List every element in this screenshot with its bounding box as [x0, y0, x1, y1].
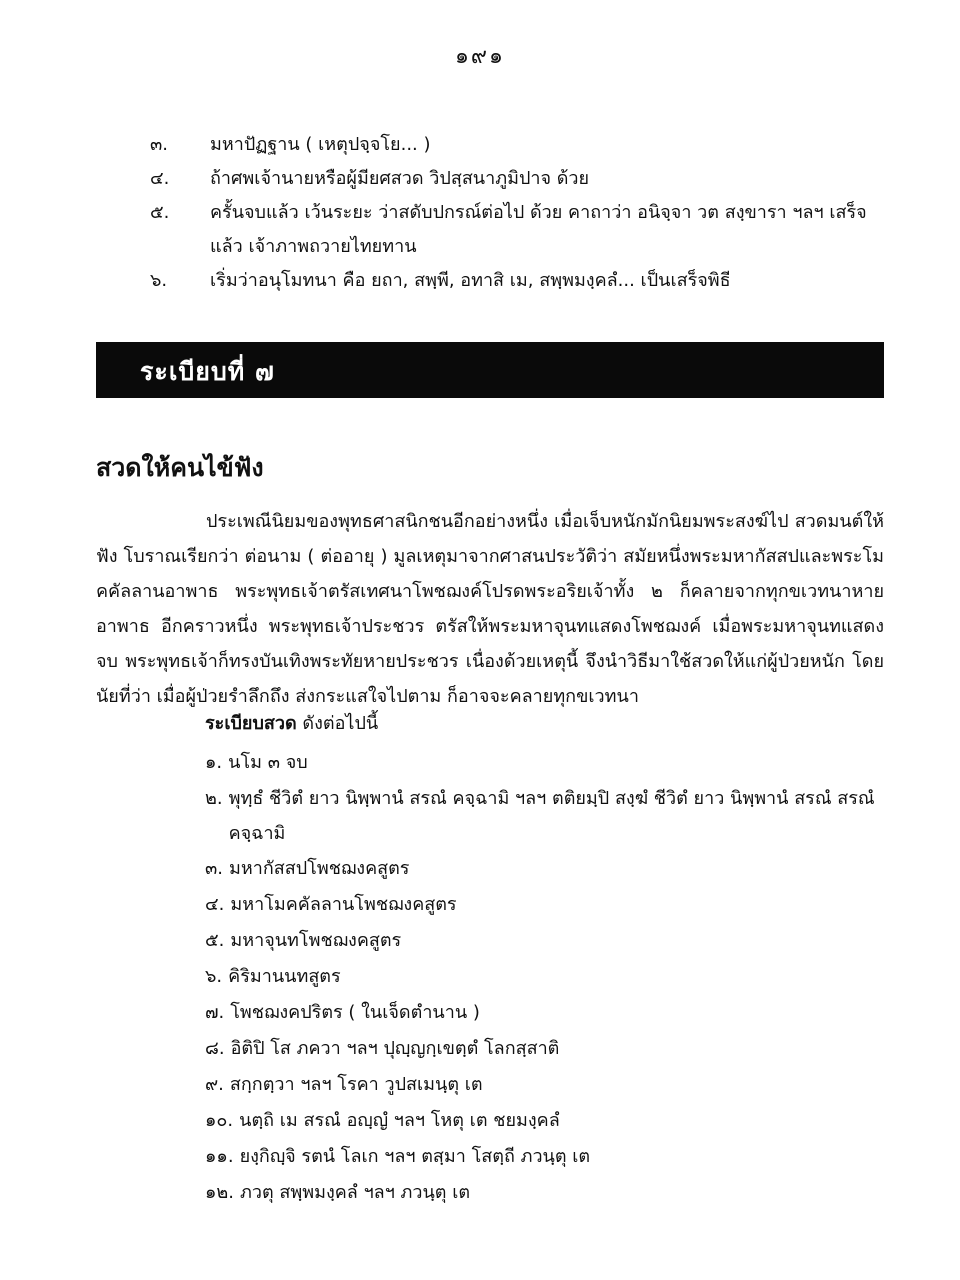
list-item-number: ๔. — [205, 894, 225, 915]
list-item-number: ๔. — [150, 168, 170, 189]
list-item — [205, 1103, 885, 1139]
list-item — [205, 959, 885, 995]
list-item-text: พุทฺธํ ชีวิตํ ยาว นิพฺพานํ สรณํ คจฺฉามิ ฯลฯ ตติยมฺปิ สงฺฆํ ชีวิตํ ยาว นิพฺพานํ สรณํ สรณํ คจฺฉามิ — [228, 788, 875, 844]
list-item — [205, 1139, 885, 1175]
list-item-number: ๕. — [150, 202, 170, 223]
list-item-number: ๙. — [205, 1074, 224, 1095]
list-item-number: ๕. — [205, 930, 225, 951]
list-item-number: ๓. — [150, 134, 169, 155]
list-item-number: ๑๑. — [205, 1146, 234, 1167]
list-item-number: ๓. — [205, 858, 224, 879]
list-item — [205, 745, 885, 781]
list-item-text: ครั้นจบแล้ว เว้นระยะ ว่าสดับปกรณ์ต่อไป ด้วย คาถาว่า อนิจฺจา วต สงฺขารา ฯลฯ เสร็จแล้ว เจ้าภาพถวายไทยทาน — [210, 202, 867, 257]
list-item — [205, 1031, 885, 1067]
ceremony-steps-list — [150, 128, 890, 298]
list-item-number: ๖. — [205, 966, 223, 987]
list-item — [205, 923, 885, 959]
section-heading-text: ระเบียบที่ ๗ — [140, 357, 275, 386]
section-heading-bar — [96, 342, 884, 398]
list-item-number: ๑๒. — [205, 1182, 235, 1203]
list-item-text: นโม ๓ จบ — [228, 752, 308, 773]
method-label — [205, 708, 378, 737]
list-item-text: มหาจุนทโพชฌงคสูตร — [230, 930, 402, 951]
list-item-number: ๑๐. — [205, 1110, 234, 1131]
page-number: ๑๙๑ — [454, 44, 506, 69]
list-item — [205, 781, 885, 851]
list-item-text: ยงฺกิญฺจิ รตนํ โลเก ฯลฯ ตสฺมา โสตฺถี ภวนฺตุ เต — [239, 1146, 591, 1167]
list-item — [205, 887, 885, 923]
list-item-text: คิริมานนทสูตร — [228, 966, 341, 987]
list-item — [205, 995, 885, 1031]
list-item — [205, 851, 885, 887]
body-paragraph: ประเพณีนิยมของพุทธศาสนิกชนอีกอย่างหนึ่ง เมื่อเจ็บหนักมักนิยมพระสงฆ์ไป สวดมนต์ให้ฟัง โบราณเรียกว่า ต่อนาม ( ต่ออายุ ) มูลเหตุมาจากศาสนประวัติว่า สมัยหนึ่งพระมหากัสสปและพระโมคคัลลานอาพาธ พระพุทธเจ้าตรัสเทศนาโพชฌงค์โปรดพระอริยเจ้าทั้ง ๒ ก็คลายจากทุกขเวทนาหายอาพาธ อีกคราวหนึ่ง พระพุทธเจ้าประชวร ตรัสให้พระมหาจุนทแสดงโพชฌงค์ เมื่อพระมหาจุนทแสดงจบ พระพุทธเจ้าก็ทรงบันเทิงพระทัยหายประชวร เนื่องด้วยเหตุนี้ จึงนำวิธีมาใช้สวดให้แก่ผู้ป่วยหนัก โดยนัยที่ว่า เมื่อผู้ป่วยรำลึกถึง ส่งกระแสใจไปตาม ก็อาจจะคลายทุกขเวทนา — [96, 511, 884, 707]
chant-order-list — [205, 745, 885, 1211]
list-item-text: นตฺถิ เม สรณํ อญฺญํ ฯลฯ โหตุ เต ชยมงฺคลํ — [239, 1110, 560, 1131]
list-item-number: ๑. — [205, 752, 223, 773]
list-item-text: โพชฌงคปริตร ( ในเจ็ดตำนาน ) — [230, 1002, 480, 1023]
list-item — [205, 1175, 885, 1211]
list-item — [150, 128, 890, 162]
list-item — [205, 1067, 885, 1103]
list-item-text: มหาโมคคัลลานโพชฌงคสูตร — [230, 894, 457, 915]
list-item-text: อิติปิ โส ภควา ฯลฯ ปุญฺญกฺเขตฺตํ โลกสฺสาติ — [230, 1038, 560, 1059]
list-item-text: ถ้าศพเจ้านายหรือผู้มียศสวด วิปสฺสนาภูมิปาจ ด้วย — [210, 168, 590, 189]
list-item-text: มหากัสสปโพชฌงคสูตร — [229, 858, 410, 879]
list-item-number: ๖. — [150, 270, 168, 291]
method-label-suffix: ดังต่อไปนี้ — [302, 713, 379, 734]
list-item-text: เริ่มว่าอนุโมทนา คือ ยถา, สพฺพี, อทาสิ เม, สพฺพมงฺคลํ... เป็นเสร็จพิธี — [210, 270, 731, 291]
section-title: สวดให้คนไข้ฟัง — [96, 453, 264, 482]
list-item-text: สกฺกตฺวา ฯลฯ โรคา วูปสเมนฺตุ เต — [229, 1074, 483, 1095]
list-item-text: มหาปัฏฐาน ( เหตุปจฺจโย... ) — [210, 134, 431, 155]
list-item-number: ๘. — [205, 1038, 225, 1059]
list-item-number: ๒. — [205, 788, 223, 809]
list-item — [150, 162, 890, 196]
list-item-number: ๗. — [205, 1002, 225, 1023]
method-label-bold: ระเบียบสวด — [205, 713, 297, 734]
list-item — [150, 264, 890, 298]
list-item — [150, 196, 890, 264]
list-item-text: ภวตุ สพฺพมงฺคลํ ฯลฯ ภวนฺตุ เต — [240, 1182, 471, 1203]
